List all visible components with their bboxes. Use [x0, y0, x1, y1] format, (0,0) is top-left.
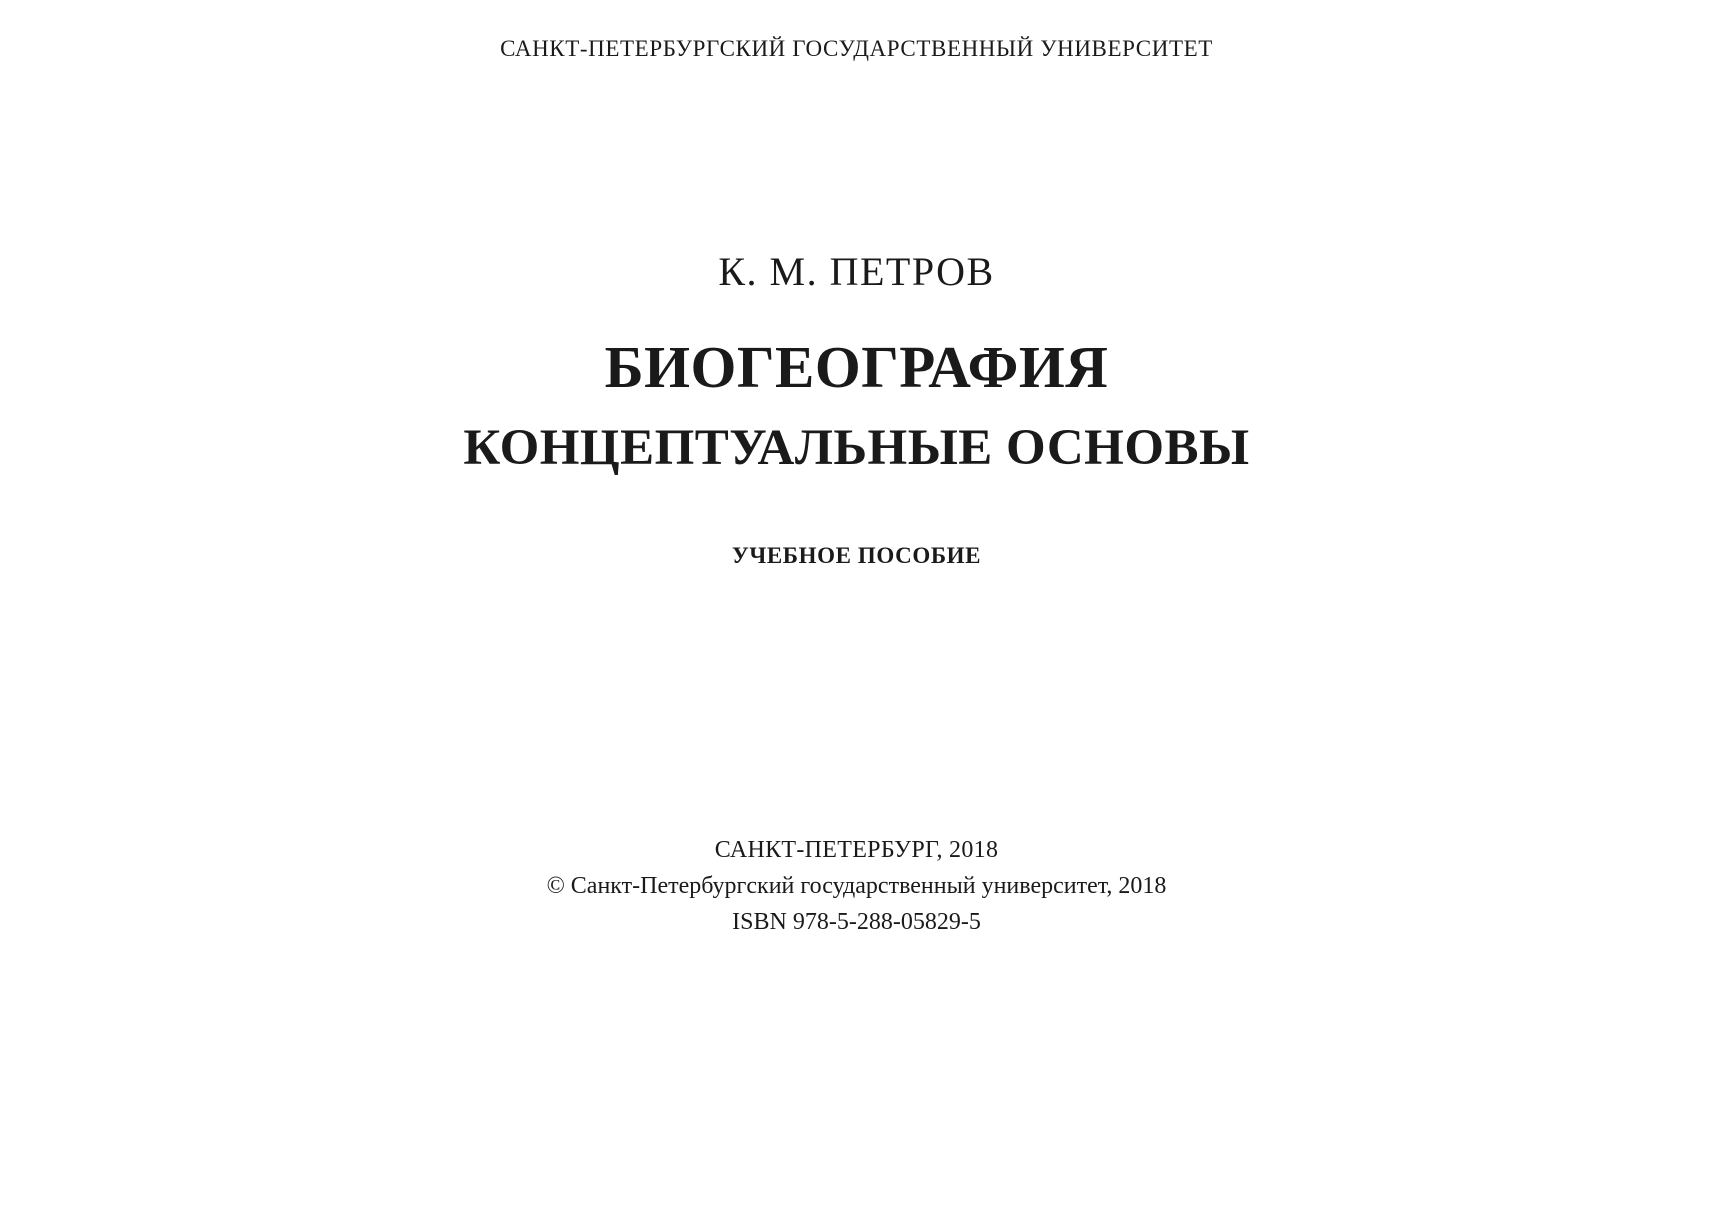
book-subtitle: КОНЦЕПТУАЛЬНЫЕ ОСНОВЫ — [463, 420, 1250, 476]
copyright-notice: © Санкт-Петербургский государственный университет, 2018 — [546, 873, 1167, 899]
isbn: ISBN 978-5-288-05829-5 — [732, 909, 981, 935]
author-name: К. М. ПЕТРОВ — [718, 249, 995, 294]
book-title: БИОГЕОГРАФИЯ — [604, 334, 1109, 400]
publication-type: УЧЕБНОЕ ПОСОБИЕ — [731, 543, 982, 568]
institution-header: САНКТ-ПЕТЕРБУРГСКИЙ ГОСУДАРСТВЕННЫЙ УНИВЕРСИТЕТ — [500, 36, 1213, 61]
imprint-city-year: САНКТ-ПЕТЕРБУРГ, 2018 — [714, 837, 999, 863]
